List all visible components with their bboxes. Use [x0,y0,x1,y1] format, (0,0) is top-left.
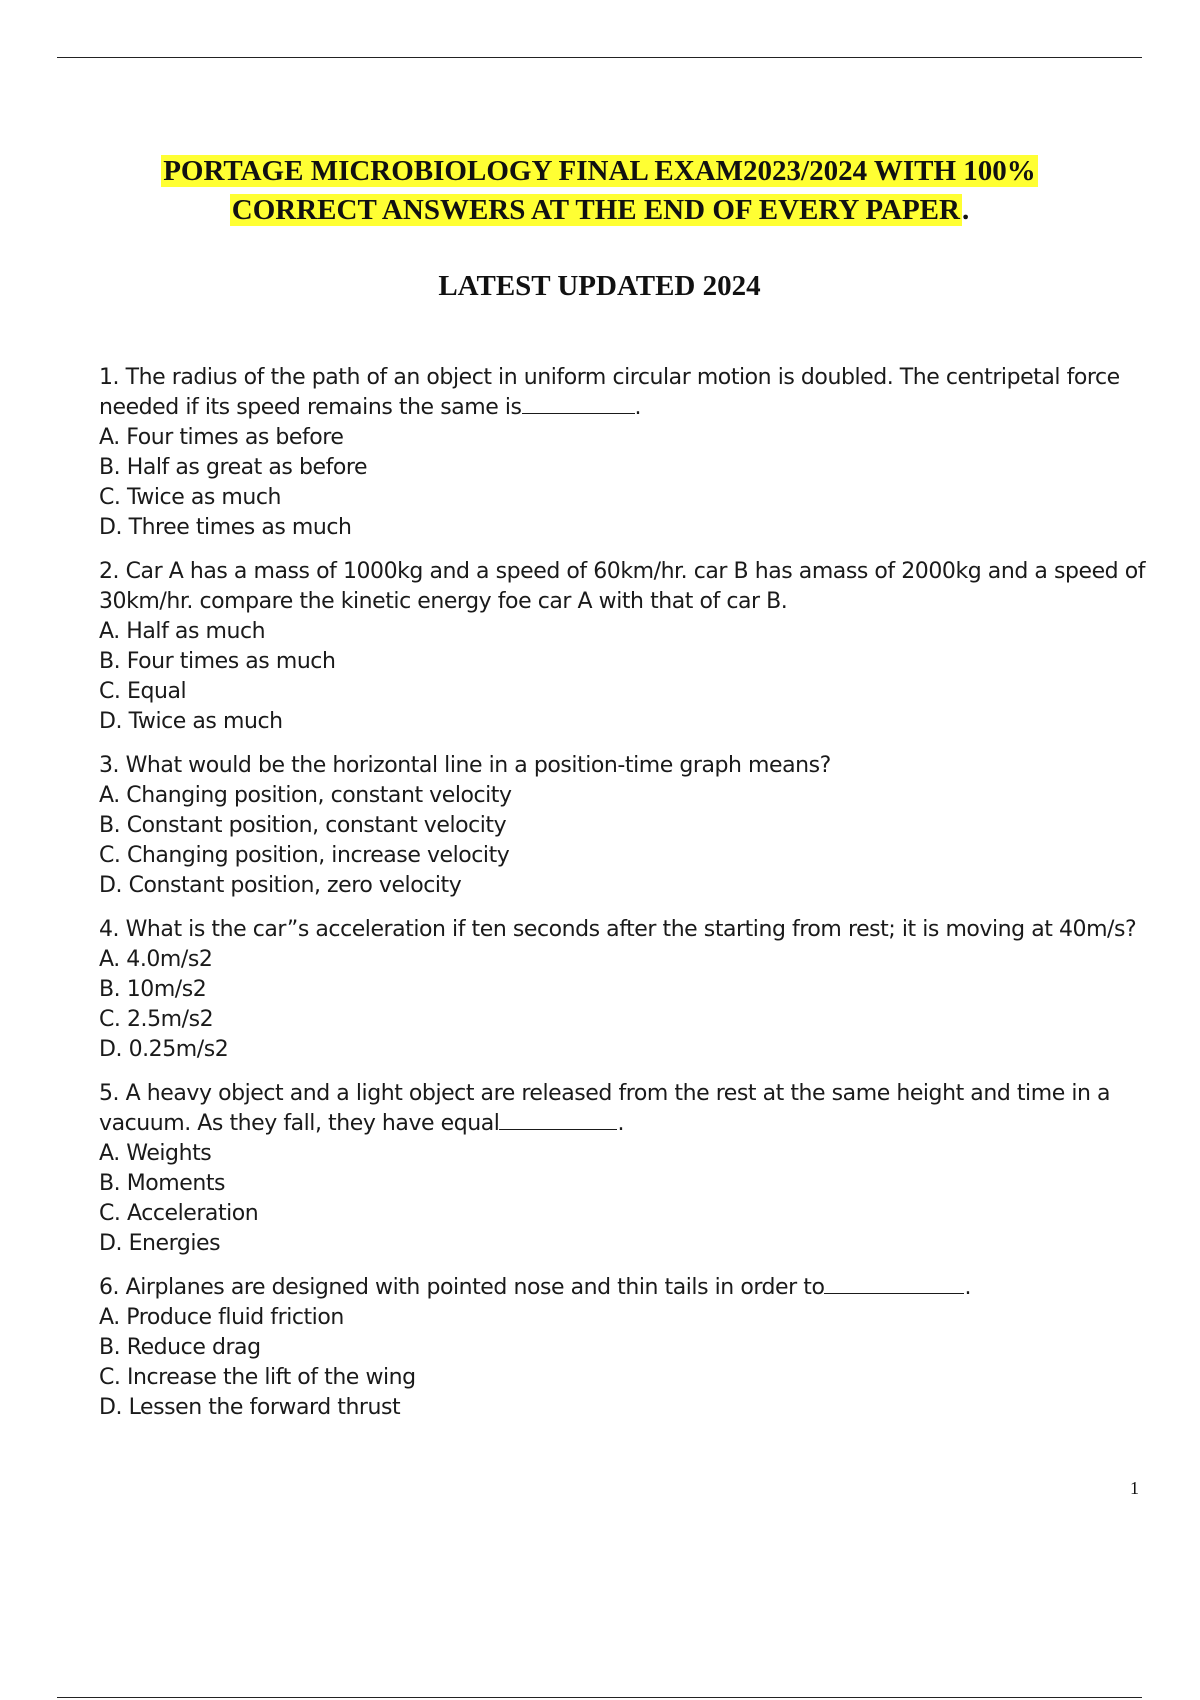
stem-suffix: . [964,1275,972,1300]
option-b: B. Constant position, constant velocity [99,813,507,838]
question-stem: 3. What would be the horizontal line in a position-time graph means? [99,753,831,778]
option-c: C. Acceleration [99,1201,259,1226]
option-c: C. Increase the lift of the wing [99,1365,416,1390]
title-line-2: CORRECT ANSWERS AT THE END OF EVERY PAPER [231,194,960,226]
question-list [99,363,1169,1437]
question-2 [99,557,1169,737]
answer-blank [824,1275,964,1294]
stem-suffix: . [634,395,642,420]
question-text: 6. Airplanes are designed with pointed nose and thin tails in order to [99,1275,825,1300]
question-text: 5. A heavy object and a light object are released from the rest at the same height and time in a vacuum. As they fall, they have equal [99,1081,1111,1136]
question-6 [99,1273,1169,1423]
option-b: B. Four times as much [99,649,336,674]
option-d: D. Lessen the forward thrust [99,1395,401,1420]
option-d: D. Three times as much [99,515,352,540]
document-subtitle: LATEST UPDATED 2024 [438,270,761,302]
option-c: C. 2.5m/s2 [99,1007,214,1032]
option-b: B. Moments [99,1171,226,1196]
question-stem [99,1273,1169,1303]
option-c: C. Equal [99,679,187,704]
answer-blank [522,395,635,414]
option-c: C. Twice as much [99,485,282,510]
option-b: B. 10m/s2 [99,977,207,1002]
question-stem [99,1079,1169,1139]
question-5 [99,1079,1169,1259]
option-a: A. Half as much [99,619,266,644]
option-b: B. Reduce drag [99,1335,261,1360]
bottom-rule [57,1697,1142,1698]
answer-blank [499,1111,617,1130]
question-stem: 2. Car A has a mass of 1000kg and a speed of 60km/hr. car B has amass of 2000kg and a speed of 30km/hr. compare the kinetic energy foe car A with that of car B. [99,559,1146,614]
question-4 [99,915,1169,1065]
option-a: A. Four times as before [99,425,344,450]
page-number: 1 [1130,1478,1139,1498]
option-a: A. Produce fluid friction [99,1305,344,1330]
question-stem [99,363,1169,423]
question-text: 1. The radius of the path of an object in uniform circular motion is doubled. The centripetal force needed if its speed remains the same is [99,365,1120,420]
option-a: A. 4.0m/s2 [99,947,213,972]
option-d: D. Twice as much [99,709,283,734]
option-d: D. Constant position, zero velocity [99,873,462,898]
title-period: . [961,194,970,226]
question-stem: 4. What is the car”s acceleration if ten seconds after the starting from rest; it is moving at 40m/s? [99,917,1137,942]
option-b: B. Half as great as before [99,455,368,480]
option-a: A. Changing position, constant velocity [99,783,512,808]
option-d: D. 0.25m/s2 [99,1037,229,1062]
stem-suffix: . [617,1111,624,1136]
option-a: A. Weights [99,1141,212,1166]
question-1 [99,363,1169,543]
document-title [57,152,1142,230]
option-c: C. Changing position, increase velocity [99,843,510,868]
title-line-1: PORTAGE MICROBIOLOGY FINAL EXAM2023/2024 WITH 100% [163,155,1036,187]
option-d: D. Energies [99,1231,221,1256]
question-3 [99,751,1169,901]
top-rule [57,57,1142,58]
